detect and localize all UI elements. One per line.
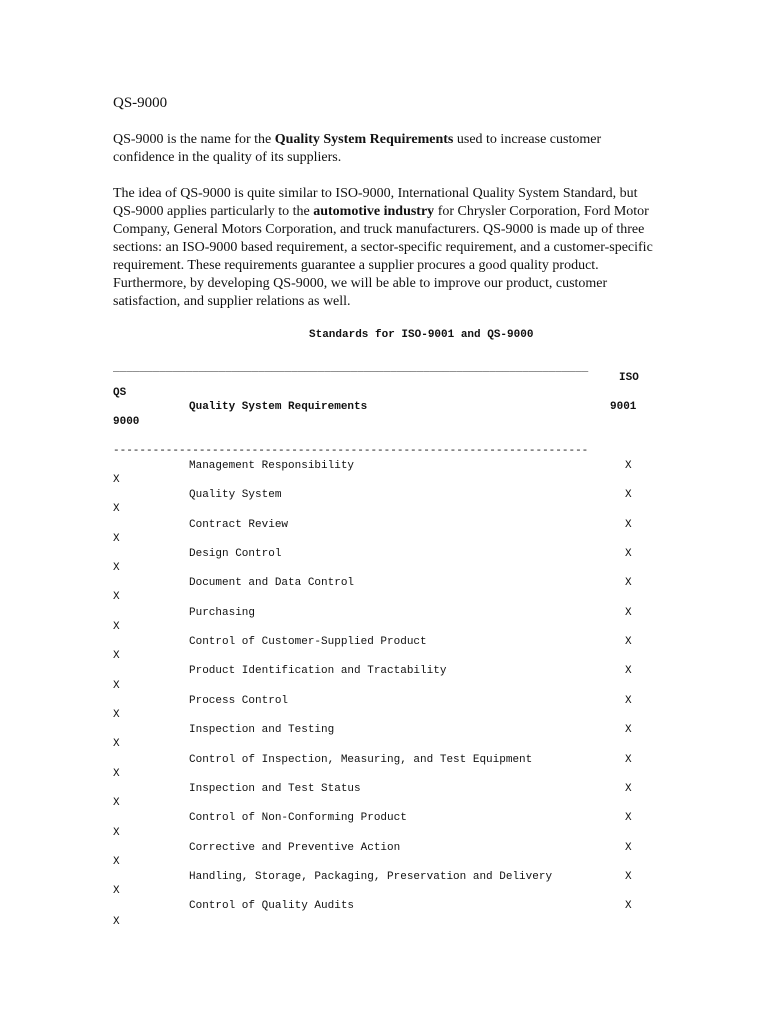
intro-text-end: used to increase customer confidence in the quality of its suppliers. <box>113 132 602 165</box>
requirement-label: Purchasing <box>189 607 256 619</box>
requirement-label: Inspection and Test Status <box>189 783 361 795</box>
qs-9000-mark: X <box>113 533 120 545</box>
intro-paragraph <box>113 131 658 167</box>
requirement-label: Handling, Storage, Packaging, Preservation and Delivery <box>189 871 553 883</box>
requirement-label: Control of Quality Audits <box>189 900 355 912</box>
iso-9001-mark: X <box>625 636 632 648</box>
description-text-bold: automotive industry <box>313 204 435 219</box>
description-text-start: The idea of QS-9000 is quite similar to ISO-9000, International Quality System Standard, but QS-9000 applies particularly to the <box>113 186 638 219</box>
qs-9000-mark: X <box>113 827 120 839</box>
iso-9001-mark: X <box>625 724 632 736</box>
iso-9001-mark: X <box>625 519 632 531</box>
iso-9001-mark: X <box>625 489 632 501</box>
table-title: Standards for ISO-9001 and QS-9000 <box>309 329 534 341</box>
iso-9001-mark: X <box>625 900 632 912</box>
requirement-label: Document and Data Control <box>189 577 355 589</box>
iso-9001-mark: X <box>625 842 632 854</box>
qs-9000-mark: X <box>113 503 120 515</box>
qs-9000-mark: X <box>113 885 120 897</box>
iso-9001-mark: X <box>625 871 632 883</box>
qs-9000-mark: X <box>113 797 120 809</box>
iso-9001-mark: X <box>625 665 632 677</box>
requirement-label: Control of Non-Conforming Product <box>189 812 407 824</box>
iso-9001-mark: X <box>625 577 632 589</box>
header-requirements: Quality System Requirements <box>189 401 368 413</box>
requirement-label: Design Control <box>189 548 282 560</box>
table-top-rule: ________________________________________________________________________ <box>113 363 589 372</box>
qs-9000-mark: X <box>113 856 120 868</box>
description-paragraph <box>113 185 658 311</box>
requirement-label: Process Control <box>189 695 289 707</box>
header-iso-bottom: 9001 <box>610 401 637 413</box>
header-qs-bottom: 9000 <box>113 416 140 428</box>
qs-9000-mark: X <box>113 474 120 486</box>
qs-9000-mark: X <box>113 768 120 780</box>
qs-9000-mark: X <box>113 709 120 721</box>
qs-9000-mark: X <box>113 916 120 928</box>
header-qs-top: QS <box>113 387 127 399</box>
qs-9000-mark: X <box>113 621 120 633</box>
description-text-end: for Chrysler Corporation, Ford Motor Company, General Motors Corporation, and truck manufacturers. QS-9000 is made up of three sections: an ISO-9000 based requirement, a sector-specific requirement, and a customer-specific requirement. These requirements guarantee a supplier procures a good quality product. Furthermore, by developing QS-9000, we will be able to improve our product, customer satisfaction, and supplier relations as well. <box>113 204 653 309</box>
iso-9001-mark: X <box>625 695 632 707</box>
iso-9001-mark: X <box>625 607 632 619</box>
requirement-label: Product Identification and Tractability <box>189 665 447 677</box>
intro-text-start: QS-9000 is the name for the <box>113 132 275 147</box>
iso-9001-mark: X <box>625 783 632 795</box>
iso-9001-mark: X <box>625 548 632 560</box>
requirement-label: Control of Inspection, Measuring, and Test Equipment <box>189 754 533 766</box>
qs-9000-mark: X <box>113 562 120 574</box>
iso-9001-mark: X <box>625 812 632 824</box>
intro-text-bold: Quality System Requirements <box>274 132 454 147</box>
page-title: QS-9000 <box>113 95 168 111</box>
requirement-label: Corrective and Preventive Action <box>189 842 401 854</box>
table-header-rule: ------------------------------------------------------------------------ <box>113 445 589 457</box>
qs-9000-mark: X <box>113 650 120 662</box>
requirement-label: Quality System <box>189 489 282 501</box>
qs-9000-mark: X <box>113 738 120 750</box>
requirement-label: Inspection and Testing <box>189 724 335 736</box>
header-iso-top: ISO <box>619 372 639 384</box>
requirement-label: Control of Customer-Supplied Product <box>189 636 427 648</box>
requirement-label: Contract Review <box>189 519 289 531</box>
iso-9001-mark: X <box>625 460 632 472</box>
requirement-label: Management Responsibility <box>189 460 355 472</box>
iso-9001-mark: X <box>625 754 632 766</box>
qs-9000-mark: X <box>113 680 120 692</box>
qs-9000-mark: X <box>113 591 120 603</box>
